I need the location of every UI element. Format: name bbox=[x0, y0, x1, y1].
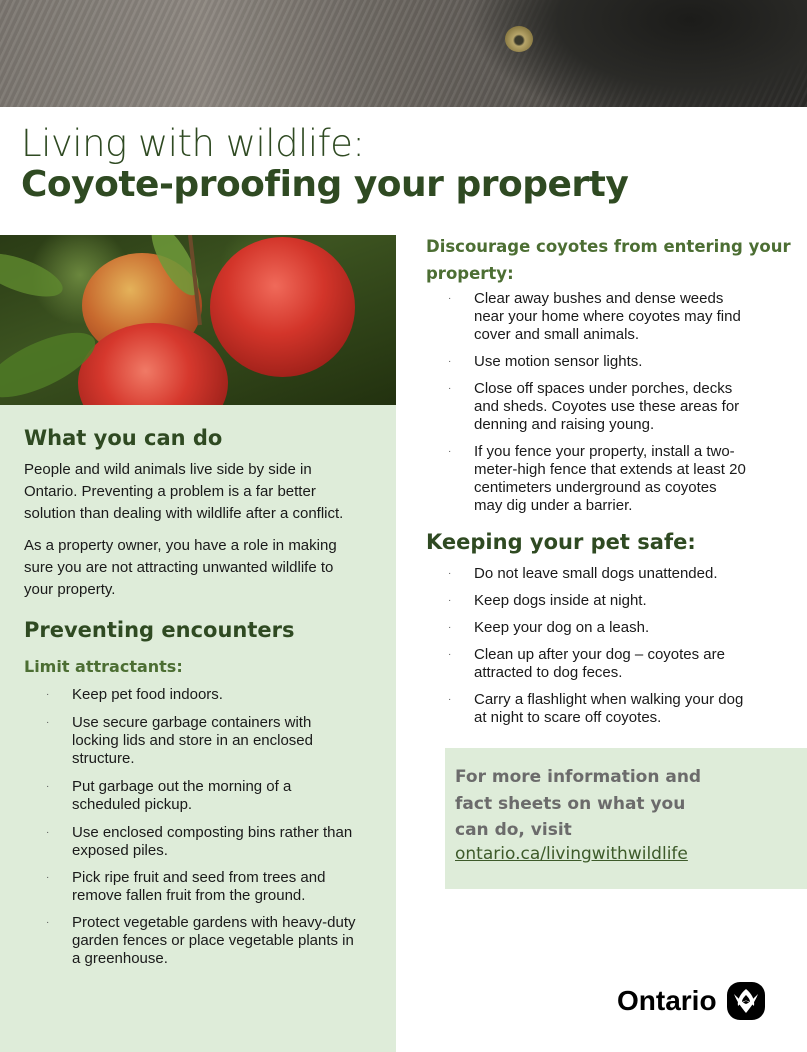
text-line: can do, visit bbox=[455, 820, 572, 840]
page-title: Coyote-proofing your property bbox=[21, 164, 629, 205]
text-line: Keep your dog on a leash. bbox=[474, 619, 650, 636]
text-line: meter-high fence that extends at least 20 bbox=[474, 461, 746, 478]
text-line: Do not leave small dogs unattended. bbox=[474, 565, 718, 582]
text-line: Use motion sensor lights. bbox=[474, 353, 643, 370]
text-line: Close off spaces under porches, decks bbox=[474, 380, 733, 397]
text-line: If you fence your property, install a two- bbox=[474, 443, 735, 460]
text-line: solution than dealing with wildlife after a conflict. bbox=[24, 505, 344, 522]
more-info-text bbox=[455, 764, 715, 844]
list-item bbox=[46, 869, 386, 905]
text-line: structure. bbox=[72, 750, 135, 767]
text-line: Use enclosed composting bins rather than bbox=[72, 824, 353, 841]
leaf-shapes bbox=[0, 235, 396, 405]
leaf bbox=[0, 320, 104, 405]
bullet: · bbox=[46, 917, 50, 928]
text-line: attracted to dog feces. bbox=[474, 664, 623, 681]
apple-photo bbox=[0, 235, 396, 405]
text-line: at night to scare off coyotes. bbox=[474, 709, 662, 726]
keeping-pet-safe-heading: Keeping your pet safe: bbox=[426, 530, 696, 554]
text-line: your property. bbox=[24, 581, 116, 598]
text-line: Clear away bushes and dense weeds bbox=[474, 290, 724, 307]
list-item bbox=[448, 565, 788, 583]
bullet: · bbox=[46, 872, 50, 883]
text-line: may dig under a barrier. bbox=[474, 497, 633, 514]
bullet: · bbox=[448, 293, 452, 304]
ontario-logo-text: Ontario bbox=[617, 985, 717, 1016]
bullet: · bbox=[448, 356, 452, 367]
text-line: property: bbox=[426, 264, 514, 283]
text-line: Clean up after your dog – coyotes are bbox=[474, 646, 725, 663]
text-line: People and wild animals live side by side in bbox=[24, 461, 312, 478]
text-line: and sheds. Coyotes use these areas for bbox=[474, 398, 740, 415]
living-with-wildlife-link[interactable]: ontario.ca/livingwithwildlife bbox=[455, 844, 688, 864]
bullet: · bbox=[448, 446, 452, 457]
more-info-box bbox=[445, 748, 807, 889]
list-item bbox=[448, 380, 788, 434]
text-line: Ontario. Preventing a problem is a far better bbox=[24, 483, 316, 500]
list-item bbox=[448, 353, 788, 371]
text-line: scheduled pickup. bbox=[72, 796, 193, 813]
text-line: a greenhouse. bbox=[72, 950, 168, 967]
text-line: Keep pet food indoors. bbox=[72, 686, 223, 703]
list-item bbox=[448, 592, 788, 610]
text-line: denning and raising young. bbox=[474, 416, 655, 433]
list-item bbox=[46, 778, 386, 814]
pet-safety-list bbox=[448, 565, 788, 727]
preventing-encounters-heading: Preventing encounters bbox=[24, 618, 295, 642]
text-line: exposed piles. bbox=[72, 842, 168, 859]
list-item bbox=[448, 691, 788, 727]
text-line: locking lids and store in an enclosed bbox=[72, 732, 313, 749]
text-line: Keep dogs inside at night. bbox=[474, 592, 647, 609]
header-banner-photo bbox=[0, 0, 807, 107]
discourage-coyotes-heading bbox=[426, 233, 791, 287]
bullet: · bbox=[448, 649, 452, 660]
bullet: · bbox=[448, 383, 452, 394]
text-line: garden fences or place vegetable plants in bbox=[72, 932, 354, 949]
bullet: · bbox=[46, 717, 50, 728]
text-line: Discourage coyotes from entering your bbox=[426, 237, 791, 256]
text-line: Use secure garbage containers with bbox=[72, 714, 312, 731]
text-line: sure you are not attracting unwanted wildlife to bbox=[24, 559, 334, 576]
list-item bbox=[448, 646, 788, 682]
bullet: · bbox=[448, 694, 452, 705]
intro-paragraph bbox=[24, 459, 384, 525]
title-line-1: Living with wildlife: bbox=[21, 122, 365, 165]
list-item bbox=[448, 290, 788, 344]
leaf bbox=[0, 245, 68, 306]
list-item bbox=[46, 824, 386, 860]
bullet: · bbox=[448, 595, 452, 606]
bullet: · bbox=[448, 622, 452, 633]
discourage-list bbox=[448, 290, 788, 515]
list-item bbox=[448, 443, 788, 515]
bullet: · bbox=[448, 568, 452, 579]
text-line: Carry a flashlight when walking your dog bbox=[474, 691, 744, 708]
bullet: · bbox=[46, 827, 50, 838]
text-line: Pick ripe fruit and seed from trees and bbox=[72, 869, 326, 886]
bullet: · bbox=[46, 689, 50, 700]
text-line: Protect vegetable gardens with heavy-duty bbox=[72, 914, 356, 931]
text-line: fact sheets on what you bbox=[455, 793, 686, 814]
trillium-icon bbox=[727, 982, 765, 1020]
list-item bbox=[448, 619, 788, 637]
text-line: centimeters underground as coyotes bbox=[474, 479, 717, 496]
limit-attractants-heading: Limit attractants: bbox=[24, 657, 183, 676]
coyote-eye bbox=[505, 26, 533, 52]
list-item bbox=[46, 686, 386, 704]
text-line: Put garbage out the morning of a bbox=[72, 778, 292, 795]
text-line: cover and small animals. bbox=[474, 326, 640, 343]
list-item bbox=[46, 914, 386, 968]
limit-attractants-list bbox=[46, 686, 386, 968]
bullet: · bbox=[46, 781, 50, 792]
text-line: As a property owner, you have a role in making bbox=[24, 537, 337, 554]
list-item bbox=[46, 714, 386, 768]
text-line: For more information and bbox=[455, 767, 702, 787]
owner-paragraph bbox=[24, 535, 384, 601]
what-you-can-do-heading: What you can do bbox=[24, 426, 223, 450]
text-line: near your home where coyotes may find bbox=[474, 308, 741, 325]
text-line: remove fallen fruit from the ground. bbox=[72, 887, 306, 904]
